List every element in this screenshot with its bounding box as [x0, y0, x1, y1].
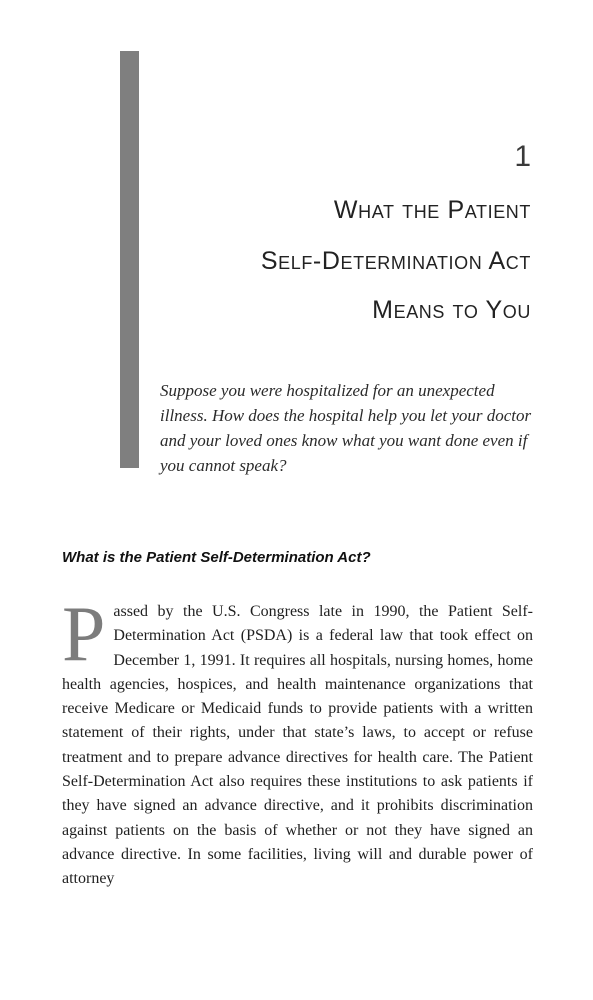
chapter-title-line-2: Self-Determination Act [260, 247, 531, 275]
chapter-intro-text: Suppose you were hospitalized for an unexpected illness. How does the hospital help you let your doctor and your loved ones know what you want done even if you cannot speak? [160, 381, 532, 475]
chapter-side-bar [120, 51, 139, 468]
body-text [62, 590, 533, 892]
chapter-number: 1 [514, 140, 531, 173]
chapter-intro [160, 378, 540, 478]
section-heading: What is the Patient Self-Determination Act? [62, 549, 371, 566]
chapter-title-line-1: What the Patient [333, 196, 531, 224]
drop-cap: P [62, 590, 106, 677]
body-paragraph: assed by the U.S. Congress late in 1990, the Patient Self-Determination Act (PSDA) is a federal law that took effect on December 1, 1991. It requires all hospitals, nursing homes, home health agencies, hospices, and health maintenance organizations that receive Medicare or Medicaid funds to provide patients with a written statement of their rights, under that state’s laws, to accept or refuse treatment and to prepare advance directives for health care. The Patient Self-Determination Act also requires these institutions to ask patients if they have signed an advance directive, and it prohibits discrimination against patients on the basis of whether or not they have signed an advance directive. In some facilities, living will and durable power of attorney [62, 603, 533, 888]
chapter-title-line-3: Means to You [372, 296, 531, 324]
